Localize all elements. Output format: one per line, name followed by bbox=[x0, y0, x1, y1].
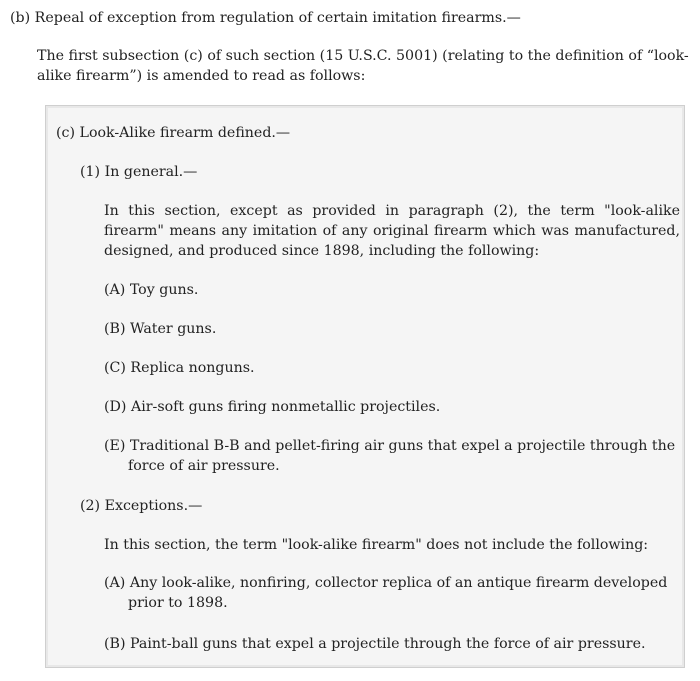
paragraph-1-item-b: (B) Water guns. bbox=[104, 321, 217, 337]
paragraph-2-text: In this section, the term "look-alike firearm" does not include the following: bbox=[104, 537, 649, 553]
paragraph-1-item-e: (E) Traditional B-B and pellet-firing air guns that expel a projectile through the force of air pressure. bbox=[104, 438, 676, 474]
section-b-intro: The first subsection (c) of such section (15 U.S.C. 5001) (relating to the definition of “look-alike firearm”) is amended to read as follows: bbox=[37, 48, 689, 84]
paragraph-1-item-c: (C) Replica nonguns. bbox=[104, 360, 255, 376]
paragraph-1-item-a: (A) Toy guns. bbox=[104, 282, 199, 298]
paragraph-2-item-a: (A) Any look-alike, nonfiring, collector replica of an antique firearm developed prior to 1898. bbox=[104, 575, 668, 611]
paragraph-1-item-d: (D) Air-soft guns firing nonmetallic projectiles. bbox=[104, 399, 441, 415]
section-b-heading: (b) Repeal of exception from regulation of certain imitation firearms.— bbox=[10, 10, 521, 26]
subsection-c-heading: (c) Look-Alike firearm defined.— bbox=[56, 125, 291, 141]
quoted-amendment-box bbox=[45, 105, 685, 668]
paragraph-2-heading: (2) Exceptions.— bbox=[80, 498, 203, 514]
paragraph-1-text: In this section, except as provided in paragraph (2), the term "look-alike firearm" means any imitation of any original firearm which was manufactured, designed, and produced since 1898, including the following: bbox=[104, 203, 680, 259]
paragraph-2-item-b: (B) Paint-ball guns that expel a projectile through the force of air pressure. bbox=[104, 636, 646, 652]
paragraph-1-heading: (1) In general.— bbox=[80, 164, 198, 180]
